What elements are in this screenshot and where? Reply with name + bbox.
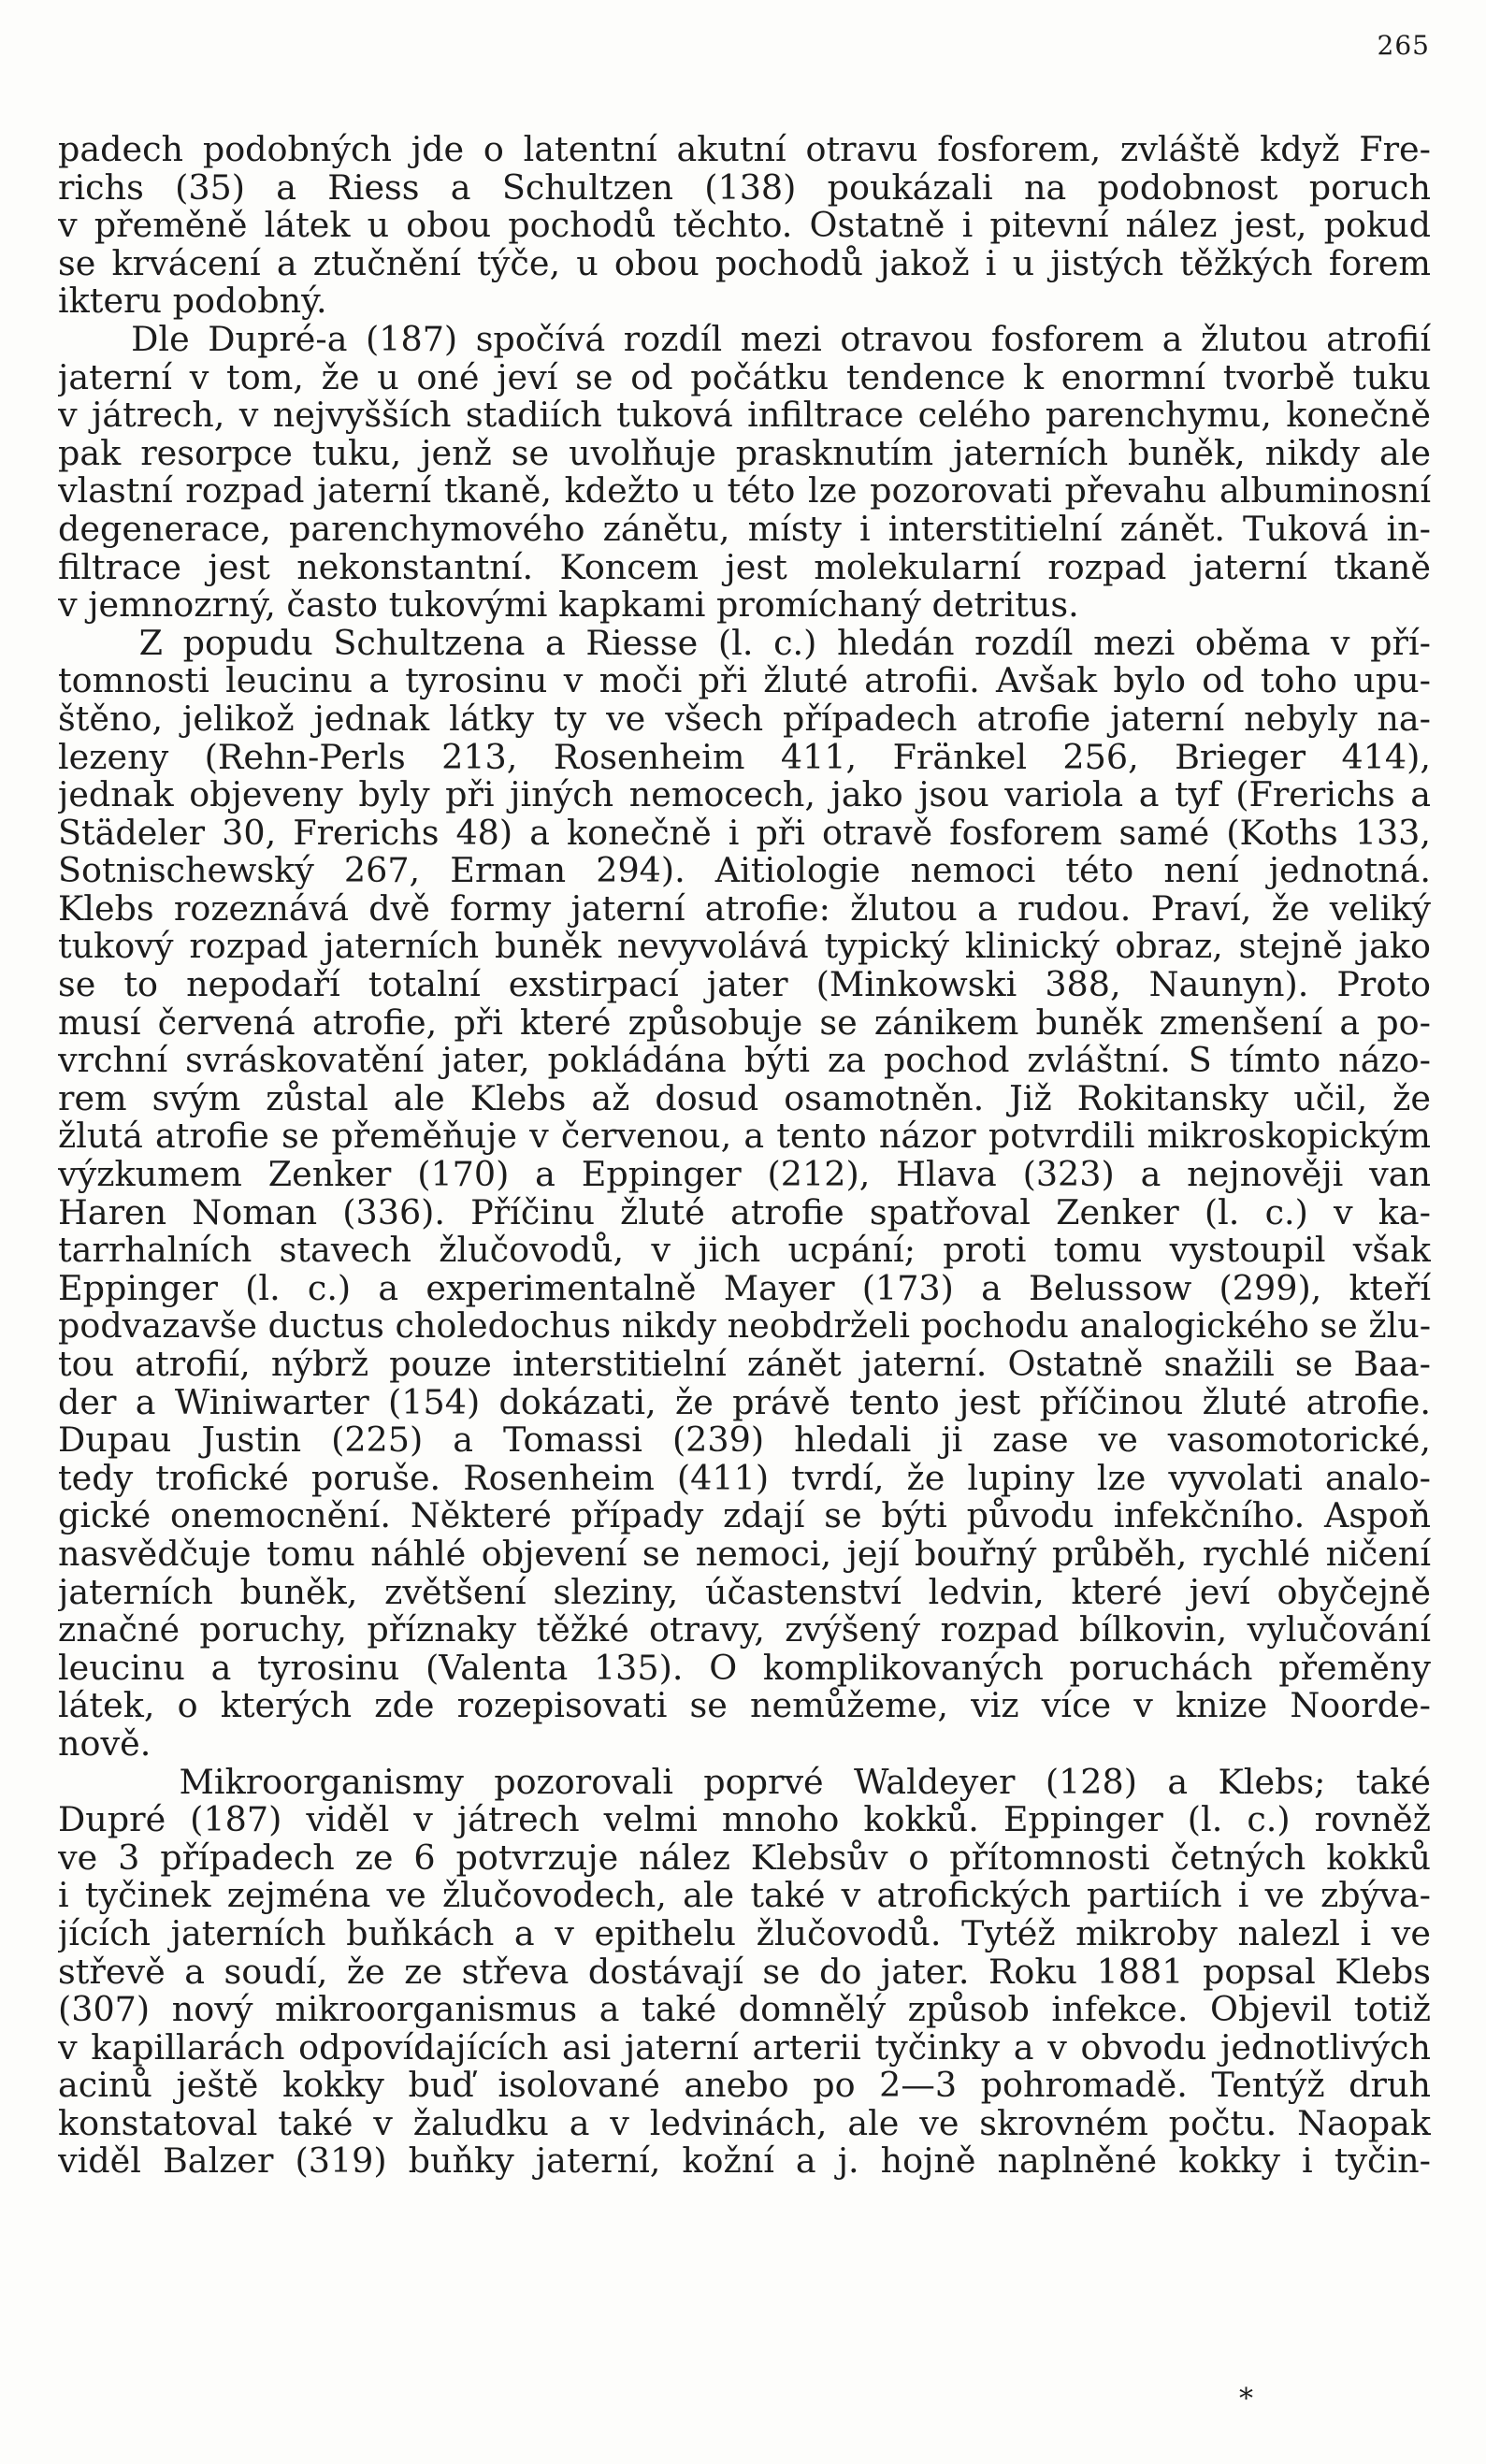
text-line: tedy trofické poruše. Rosenheim (411) tvrdí, že lupiny lze vyvolati analo- (58, 1459, 1431, 1498)
text-line: acinů ještě kokky buď isolované anebo po 2—3 pohromadě. Tentýž druh (58, 2067, 1431, 2105)
text-line: střevě a soudí, že ze střeva dostávají se do jater. Roku 1881 popsal Klebs (58, 1952, 1431, 1992)
text-line: der a Winiwarter (154) dokázati, že právě tento jest příčinou žluté atrofie. (58, 1383, 1431, 1422)
text-line: nově. (58, 1724, 151, 1764)
page-number: 265 (1377, 30, 1430, 61)
text-line: lezeny (Rehn-Perls 213, Rosenheim 411, Fränkel 256, Brieger 414), (58, 738, 1431, 777)
text-line: padech podobných jde o latentní akutní otravu fosforem, zvláště když Fre- (58, 131, 1431, 169)
text-line: Dle Dupré-a (187) spočívá rozdíl mezi otravou fosforem a žlutou atrofií (58, 320, 1431, 359)
text-line: Haren Noman (336). Příčinu žluté atrofie spatřoval Zenker (l. c.) v ka- (58, 1193, 1431, 1232)
text-line: jících jaterních buňkách a v epithelu žlučovodů. Tytéž mikroby nalezl i ve (58, 1914, 1431, 1953)
text-line: tou atrofií, nýbrž pouze interstitielní zánět jaterní. Ostatně snažili se Baa- (58, 1346, 1431, 1384)
text-line: i tyčinek zejména ve žlučovodech, ale také v atrofických partiích i ve zbýva- (58, 1877, 1431, 1915)
text-line: jednak objeveny byly při jiných nemocech, jako jsou variola a tyf (Frerichs a (58, 776, 1431, 814)
text-line: vrchní svráskovatění jater, pokládána býti za pochod zvláštní. S tímto názo- (58, 1042, 1431, 1080)
text-line: v jemnozrný, často tukovými kapkami promíchaný detritus. (58, 586, 1079, 625)
footer-mark: * (1239, 2383, 1253, 2415)
text-line: gické onemocnění. Některé případy zdají se býti původu infekčního. Aspoň (58, 1497, 1431, 1535)
text-line: viděl Balzer (319) buňky jaterní, kožní a j. hojně naplněné kokky i tyčin- (58, 2142, 1431, 2182)
text-line: štěno, jelikož jednak látky ty ve všech případech atrofie jaterní nebyly na- (58, 699, 1431, 739)
text-line: leucinu a tyrosinu (Valenta 135). O komplikovaných poruchách přeměny (58, 1649, 1431, 1688)
text-line: se to nepodaří totalní exstirpací jater (Minkowski 388, Naunyn). Proto (58, 966, 1431, 1004)
text-line: musí červená atrofie, při které způsobuje se zánikem buněk zmenšení a po- (58, 1003, 1431, 1043)
text-line: ikteru podobný. (58, 282, 327, 321)
text-line: Städeler 30, Frerichs 48) a konečně i při otravě fosforem samé (Koths 133, (58, 814, 1431, 853)
text-line: richs (35) a Riess a Schultzen (138) poukázali na podobnost poruch (58, 168, 1431, 208)
text-line: Klebs rozeznává dvě formy jaterní atrofie: žlutou a rudou. Praví, že veliký (58, 889, 1431, 929)
text-line: tomnosti leucinu a tyrosinu v moči při žluté atrofii. Avšak bylo od toho upu- (58, 662, 1431, 700)
text-line: jaterních buněk, zvětšení sleziny, účastenství ledvin, které jeví obyčejně (58, 1573, 1431, 1612)
text-body (58, 131, 1431, 2181)
text-line: ve 3 případech ze 6 potvrzuje nález Klebsův o přítomnosti četných kokků (58, 1838, 1431, 1878)
text-line: pak resorpce tuku, jenž se uvolňuje prasknutím jaterních buněk, nikdy ale (58, 434, 1431, 473)
text-line: výzkumem Zenker (170) a Eppinger (212), Hlava (323) a nejnověji van (58, 1156, 1431, 1194)
text-line: tarrhalních stavech žlučovodů, v jich ucpání; proti tomu vystoupil však (58, 1232, 1431, 1270)
text-line: tukový rozpad jaterních buněk nevyvolává typický klinický obraz, stejně jako (58, 928, 1431, 967)
text-line: degenerace, parenchymového zánětu, místy i interstitielní zánět. Tuková in- (58, 510, 1431, 549)
text-line: se krvácení a ztučnění týče, u obou pochodů jakož i u jistých těžkých forem (58, 244, 1431, 283)
text-line: jaterní v tom, že u oné jeví se od počátku tendence k enormní tvorbě tuku (58, 358, 1431, 397)
text-line: v kapillarách odpovídajících asi jaterní arterii tyčinky a v obvodu jednotlivých (58, 2028, 1431, 2068)
text-line: žlutá atrofie se přeměňuje v červenou, a tento názor potvrdili mikroskopickým (58, 1117, 1431, 1157)
text-line: konstatoval také v žaludku a v ledvinách, ale ve skrovném počtu. Naopak (58, 2104, 1431, 2143)
text-line: Dupré (187) viděl v játrech velmi mnoho kokků. Eppinger (l. c.) rovněž (58, 1801, 1431, 1839)
text-line: látek, o kterých zde rozepisovati se nemůžeme, viz více v knize Noorde- (58, 1687, 1431, 1725)
text-line: Z popudu Schultzena a Riesse (l. c.) hledán rozdíl mezi oběma v pří- (58, 624, 1431, 663)
text-line: v přeměně látek u obou pochodů těchto. Ostatně i pitevní nález jest, pokud (58, 207, 1431, 245)
text-line: vlastní rozpad jaterní tkaně, kdežto u této lze pozorovati převahu albuminosní (58, 472, 1431, 511)
text-line: nasvědčuje tomu náhlé objevení se nemoci, její bouřný průběh, rychlé ničení (58, 1535, 1431, 1574)
text-line: (307) nový mikroorganismus a také domnělý způsob infekce. Objevil totiž (58, 1991, 1431, 2029)
text-line: značné poruchy, příznaky těžké otravy, zvýšený rozpad bílkovin, vylučování (58, 1611, 1431, 1650)
text-line: Mikroorganismy pozorovali poprvé Waldeyer (128) a Klebs; také (58, 1763, 1431, 1802)
text-line: Eppinger (l. c.) a experimentalně Mayer (173) a Belussow (299), kteří (58, 1269, 1431, 1308)
text-line: Dupau Justin (225) a Tomassi (239) hledali ji zase ve vasomotorické, (58, 1421, 1431, 1460)
text-line: v játrech, v nejvyšších stadiích tuková infiltrace celého parenchymu, konečně (58, 396, 1431, 435)
text-line: podvazavše ductus choledochus nikdy neobdrželi pochodu analogického se žlu- (58, 1307, 1431, 1346)
text-line: Sotnischewský 267, Erman 294). Aitiologie nemoci této není jednotná. (58, 852, 1431, 890)
text-line: filtrace jest nekonstantní. Koncem jest molekularní rozpad jaterní tkaně (58, 548, 1431, 587)
text-line: rem svým zůstal ale Klebs až dosud osamotněn. Již Rokitansky učil, že (58, 1079, 1431, 1118)
